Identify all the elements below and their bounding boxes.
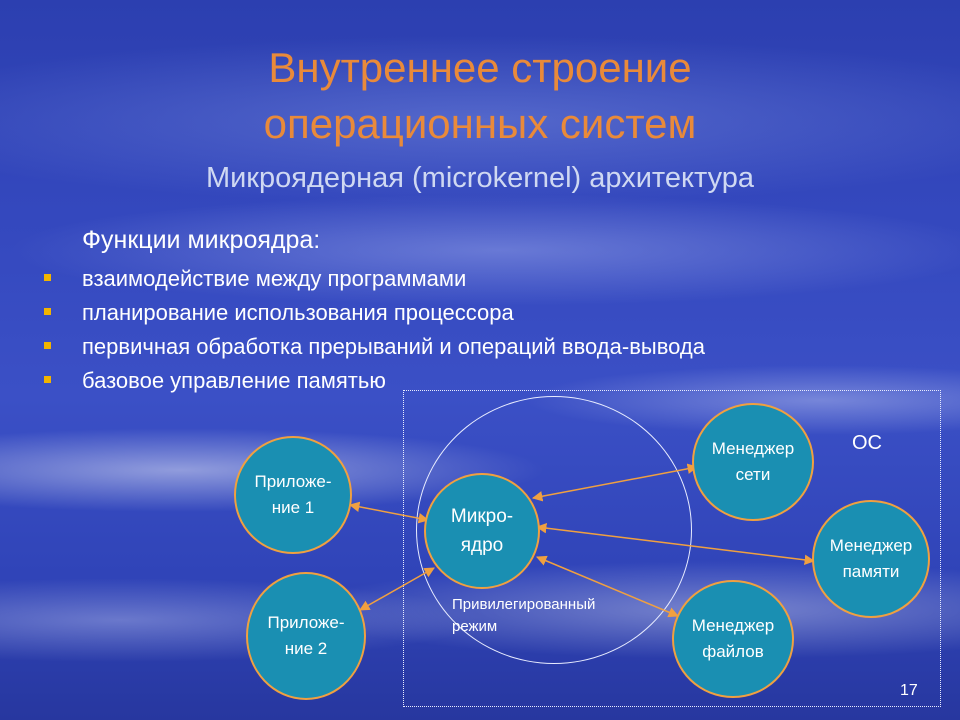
list-item-text: базовое управление памятью bbox=[82, 368, 386, 393]
functions-heading: Функции микроядра: bbox=[82, 226, 321, 254]
page-number: 17 bbox=[900, 682, 918, 699]
app2-label: Приложе- ние 2 bbox=[267, 613, 345, 658]
files-manager-label: Менеджер файлов bbox=[691, 616, 775, 661]
network-manager-node bbox=[692, 403, 814, 521]
list-item-text: взаимодействие между программами bbox=[82, 266, 467, 291]
list-item-text: первичная обработка прерываний и операций ввода-вывода bbox=[82, 334, 705, 359]
title-line-1: Внутреннее строение bbox=[268, 44, 692, 91]
arrow-app1-kernel bbox=[350, 505, 428, 520]
privileged-mode-label: Привилегированный режим bbox=[452, 596, 596, 635]
os-label: ОС bbox=[852, 432, 882, 454]
kernel-node bbox=[424, 473, 540, 589]
network-manager-label: Менеджер сети bbox=[711, 439, 795, 484]
app1-label: Приложе- ние 1 bbox=[254, 472, 332, 517]
slide-subtitle: Микроядерная (microkernel) архитектура bbox=[205, 162, 755, 194]
memory-manager-node bbox=[812, 500, 930, 618]
app1-node bbox=[234, 436, 352, 554]
arrow-kernel-memory bbox=[537, 527, 814, 561]
memory-manager-label: Менеджер памяти bbox=[829, 536, 913, 581]
files-manager-node bbox=[672, 580, 794, 698]
app2-node bbox=[246, 572, 366, 700]
arrow-kernel-network bbox=[533, 467, 697, 498]
kernel-label: Микро- ядро bbox=[450, 506, 514, 556]
list-item-text: планирование использования процессора bbox=[82, 300, 514, 325]
title-line-2: операционных систем bbox=[263, 100, 697, 147]
arrow-app2-kernel bbox=[360, 568, 434, 610]
